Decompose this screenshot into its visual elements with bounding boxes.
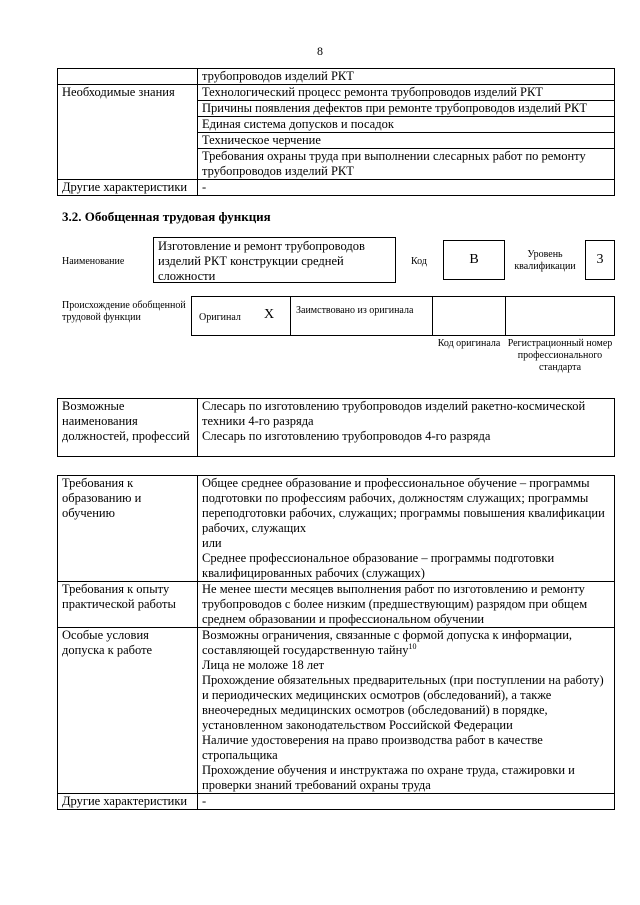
row-value: Техническое черчение	[198, 133, 615, 149]
positions-table	[57, 398, 615, 457]
origin-label: Происхождение обобщенной трудовой функции	[62, 300, 186, 323]
knowledge-table	[57, 68, 615, 196]
table-row	[58, 628, 615, 794]
requirement-item: Лица не моложе 18 лет	[202, 658, 325, 672]
requirements-table	[57, 475, 615, 810]
row-value	[198, 582, 615, 628]
row-value: Технологический процесс ремонта трубопроводов изделий РКТ	[198, 85, 615, 101]
name-value: Изготовление и ремонт трубопроводов изделий РКТ конструкции средней сложности	[153, 237, 396, 283]
row-value	[198, 628, 615, 794]
reg-number-caption: Регистрационный номер профессионального стандарта	[507, 338, 613, 373]
code-original-cell	[432, 296, 506, 336]
row-value	[198, 399, 615, 457]
position-item: Слесарь по изготовлению трубопроводов изделий ракетно-космической техники 4-го разряда	[202, 399, 586, 428]
footnote-mark: 10	[408, 641, 417, 651]
original-mark: X	[264, 307, 275, 322]
requirement-item: Среднее профессиональное образование – программы подготовки квалифицированных рабочих (служащих)	[202, 551, 555, 580]
row-value: Причины появления дефектов при ремонте трубопроводов изделий РКТ	[198, 101, 615, 117]
row-value: Единая система допусков и посадок	[198, 117, 615, 133]
table-row	[58, 85, 615, 101]
level-label: Уровень квалификации	[514, 249, 576, 272]
requirement-item	[202, 628, 610, 658]
row-label: Возможные наименования должностей, профессий	[58, 399, 198, 457]
borrowed-label: Заимствовано из оригинала	[296, 305, 414, 316]
row-value: Требования охраны труда при выполнении слесарных работ по ремонту трубопроводов изделий РКТ	[198, 149, 615, 180]
row-label: Особые условия допуска к работе	[58, 628, 198, 794]
page-number: 8	[317, 44, 323, 58]
table-row	[58, 476, 615, 582]
row-label: Другие характеристики	[58, 180, 198, 196]
table-row	[58, 180, 615, 196]
row-label	[58, 69, 198, 85]
table-row	[58, 399, 615, 457]
row-value: трубопроводов изделий РКТ	[198, 69, 615, 85]
table-row	[58, 794, 615, 810]
code-label: Код	[411, 256, 427, 267]
reg-number-cell	[505, 296, 615, 336]
level-value: 3	[585, 240, 615, 280]
borrowed-cell	[290, 296, 433, 336]
requirement-item: или	[202, 536, 222, 550]
code-value: B	[443, 240, 505, 280]
row-label: Необходимые знания	[58, 85, 198, 180]
row-label: Другие характеристики	[58, 794, 198, 810]
row-value: -	[198, 794, 615, 810]
table-row	[58, 582, 615, 628]
requirement-text: Возможны ограничения, связанные с формой допуска к информации, составляющей государственную тайну	[202, 628, 573, 657]
row-label: Требования к образованию и обучению	[58, 476, 198, 582]
row-label: Требования к опыту практической работы	[58, 582, 198, 628]
row-value	[198, 476, 615, 582]
section-heading: 3.2. Обобщенная трудовая функция	[62, 209, 271, 224]
requirement-item: Наличие удостоверения на право производства работ в качестве стропальщика	[202, 733, 543, 762]
requirement-item: Прохождение обучения и инструктажа по охране труда, стажировки и проверки знаний требований охраны труда	[202, 763, 575, 792]
requirement-item: Не менее шести месяцев выполнения работ по изготовлению и ремонту трубопроводов с более низким (предшествующим) разрядом при общем среднем образовании и профессиональном обучении	[202, 582, 588, 626]
requirement-item: Прохождение обязательных предварительных (при поступлении на работу) и периодических медицинских осмотров (обследований), а также внеочередных медицинских осмотров (обследований) в порядке, установленном законодательством Российской Федерации	[202, 673, 604, 732]
row-value: -	[198, 180, 615, 196]
requirement-item: Общее среднее образование и профессиональное обучение – программы подготовки по профессиям рабочих, должностям служащих; программы переподготовки рабочих, служащих; программы повышения квалификации рабочих, служащих	[202, 476, 605, 535]
name-label: Наименование	[62, 256, 125, 267]
position-item: Слесарь по изготовлению трубопроводов 4-го разряда	[202, 429, 491, 443]
original-label: Оригинал	[199, 312, 241, 323]
table-row	[58, 69, 615, 85]
code-original-caption: Код оригинала	[437, 338, 501, 349]
original-cell	[191, 296, 291, 336]
